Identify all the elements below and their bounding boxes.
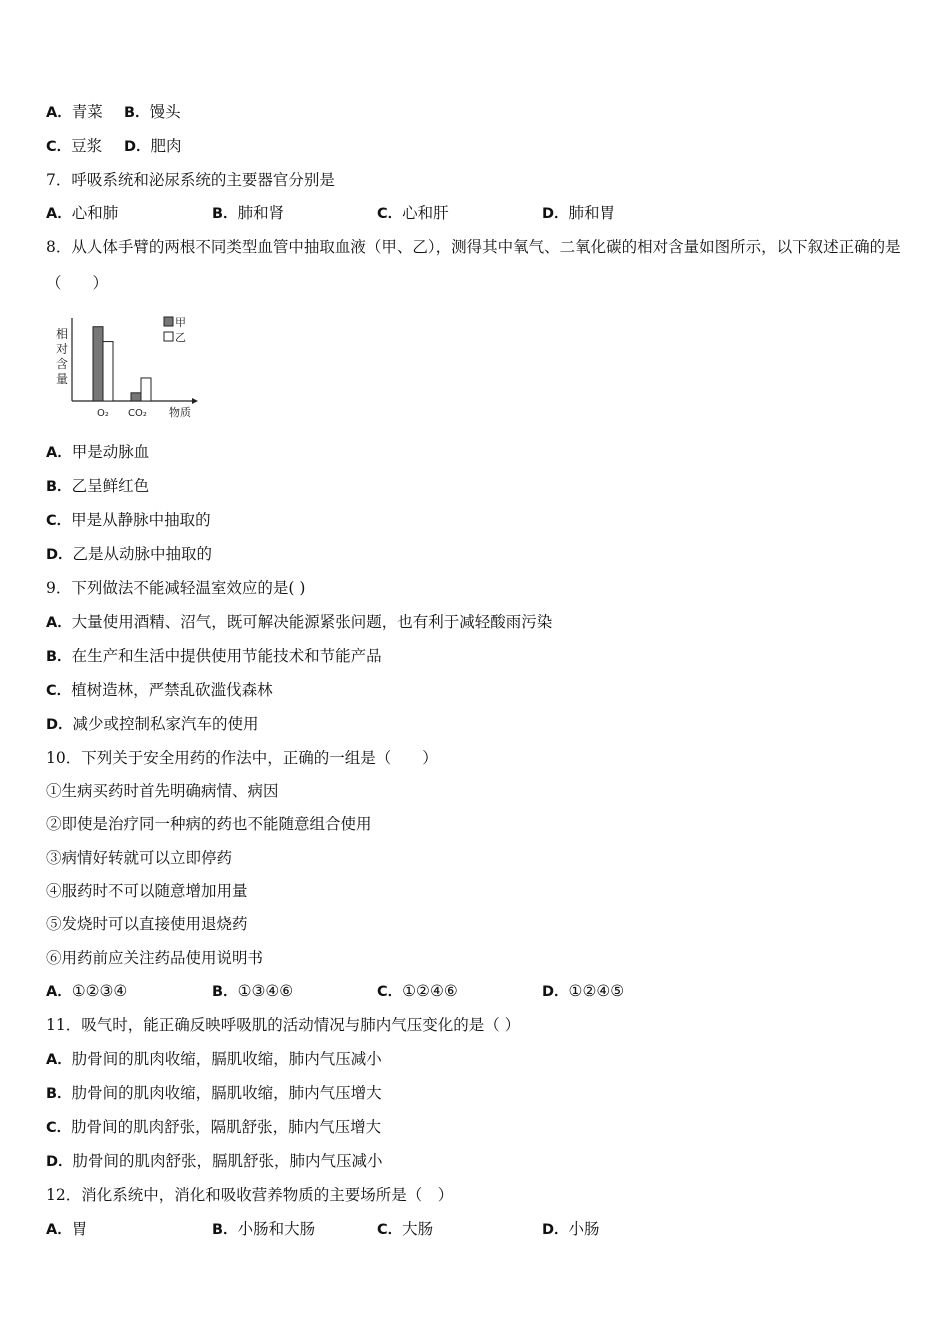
q10-item-1: ①生病买药时首先明确病情、病因	[46, 782, 279, 800]
q11-option-a: A．肋骨间的肌肉收缩，膈肌收缩，肺内气压减小	[46, 1050, 382, 1068]
q9-option-b: B．在生产和生活中提供使用节能技术和节能产品	[46, 647, 382, 665]
x-axis-label: 物质	[169, 406, 191, 419]
q10-item-4: ④服药时不可以随意增加用量	[46, 882, 248, 900]
q9-option-d: D．减少或控制私家汽车的使用	[46, 715, 259, 733]
q12-option-d: D．小肠	[542, 1220, 600, 1238]
q12-option-a: A．胃	[46, 1220, 88, 1238]
q8-option-d: D．乙是从动脉中抽取的	[46, 545, 213, 563]
x-tick-label-co2: CO₂	[128, 408, 147, 419]
q7-option-b: B．肺和肾	[212, 204, 285, 222]
q8-option-c: C．甲是从静脉中抽取的	[46, 511, 211, 529]
q11-option-b: B．肋骨间的肌肉收缩，膈肌收缩，肺内气压增大	[46, 1084, 382, 1102]
q8-option-a: A．甲是动脉血	[46, 443, 150, 461]
svg-text:量: 量	[56, 372, 69, 386]
blood-gas-bar-chart	[52, 312, 202, 424]
q8-option-b: B．乙呈鲜红色	[46, 477, 150, 495]
q10-stem: 10．下列关于安全用药的作法中，正确的一组是（ ）	[46, 749, 438, 767]
bar-yi-co2	[141, 378, 151, 401]
bar-yi-o2	[103, 342, 113, 401]
q10-item-6: ⑥用药前应关注药品使用说明书	[46, 949, 264, 967]
svg-text:含: 含	[56, 357, 69, 371]
legend-swatch-yi	[164, 332, 173, 341]
q10-option-d: D．①②④⑤	[542, 982, 625, 1000]
q11-option-d: D．肋骨间的肌肉舒张，膈肌舒张，肺内气压减小	[46, 1152, 383, 1170]
q10-item-5: ⑤发烧时可以直接使用退烧药	[46, 915, 248, 933]
q9-stem: 9．下列做法不能减轻温室效应的是( )	[46, 579, 306, 597]
q10-option-b: B．①③④⑥	[212, 982, 294, 1000]
x-axis-arrow	[192, 398, 198, 404]
q11-option-c: C．肋骨间的肌肉舒张，隔肌舒张，肺内气压增大	[46, 1118, 382, 1136]
q11-stem: 11．吸气时，能正确反映呼吸肌的活动情况与肺内气压变化的是（ ）	[46, 1016, 521, 1034]
bar-jia-co2	[131, 393, 141, 401]
legend-swatch-jia	[164, 317, 173, 326]
q10-item-2: ②即使是治疗同一种病的药也不能随意组合使用	[46, 815, 372, 833]
x-tick-label-o2: O₂	[97, 408, 109, 419]
q10-option-c: C．①②④⑥	[377, 982, 458, 1000]
bar-group	[93, 327, 151, 401]
svg-text:对: 对	[56, 342, 69, 356]
q7-option-c: C．心和肝	[377, 204, 449, 222]
q6-option-c: C．豆浆	[46, 137, 103, 155]
bar-jia-o2	[93, 327, 103, 401]
q8-stem: 8．从人体手臂的两根不同类型血管中抽取血液（甲、乙），测得其中氧气、二氧化碳的相对含量如图所示，以下叙述正确的是（ ）	[46, 238, 901, 292]
y-axis-label	[56, 326, 68, 386]
q12-stem: 12．消化系统中，消化和吸收营养物质的主要场所是（ ）	[46, 1186, 454, 1204]
q7-option-a: A．心和肺	[46, 204, 119, 222]
q9-option-a: A．大量使用酒精、沼气，既可解决能源紧张问题，也有利于减轻酸雨污染	[46, 613, 553, 631]
q12-option-c: C．大肠	[377, 1220, 434, 1238]
q6-option-b: B．馒头	[124, 103, 181, 121]
legend	[164, 316, 186, 344]
q9-option-c: C．植树造林，严禁乱砍滥伐森林	[46, 681, 273, 699]
q10-item-3: ③病情好转就可以立即停药	[46, 849, 233, 867]
q12-option-b: B．小肠和大肠	[212, 1220, 316, 1238]
q6-option-a: A．青菜	[46, 103, 103, 121]
legend-label-yi: 乙	[175, 331, 186, 344]
q7-stem: 7．呼吸系统和泌尿系统的主要器官分别是	[46, 171, 335, 189]
legend-label-jia: 甲	[175, 316, 186, 329]
q6-option-d: D．肥肉	[124, 137, 182, 155]
q7-option-d: D．肺和胃	[542, 204, 616, 222]
svg-text:相: 相	[56, 327, 69, 341]
q10-option-a: A．①②③④	[46, 982, 128, 1000]
